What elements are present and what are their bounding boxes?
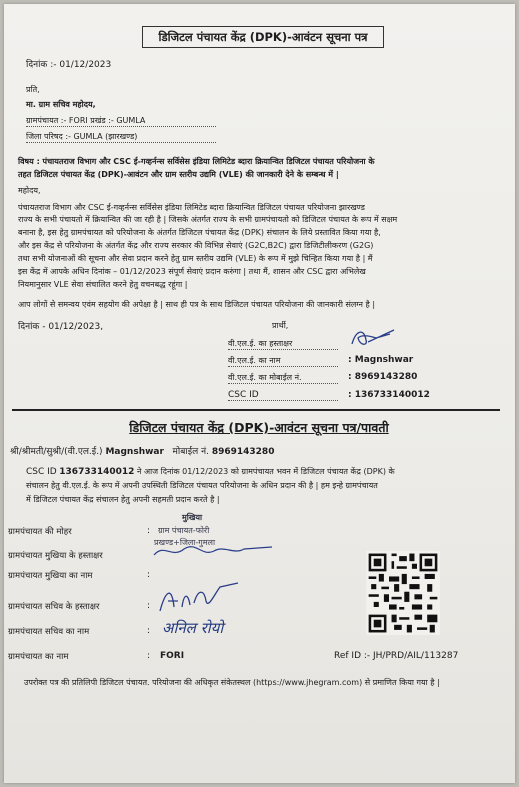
prarthi: प्रार्थी, <box>272 321 289 330</box>
mukhiya-signature <box>144 539 274 563</box>
secretary-name-colon: : <box>147 626 151 636</box>
csc-id: : 136733140012 <box>348 390 430 400</box>
stamp-gram-panchayat: ग्राम पंचायत-फोरी <box>158 526 210 535</box>
secretary-sign-label: ग्रामपंचायत सचिव के हस्ताक्षर <box>8 602 100 612</box>
subject-line-2: तहत डिजिटल पंचायत केंद्र (DPK)-आवंटन और ग्राम स्तरीय उद्यमि (VLE) की जानकारी देने के सम्बन्ध में | <box>18 170 339 179</box>
gp-name-colon: : <box>147 651 151 661</box>
body-line-1: पंचायतराज विभाग और CSC ई-गव्हर्नन्स सर्विसेस इंडिया लिमिटेड ब्दारा क्रियान्वित डिजिटल पंचायत परियोजना झारखण्ड <box>18 203 365 212</box>
footer-note: उपरोक्त पत्र की प्रतिलिपी डिजिटल पंचायत. परियोजना की अधिकृत संकेतस्थल (https://www.jhegram.com) से प्रमाणित किया गया है | <box>24 678 440 687</box>
vle-mobile-label: वी.एल.ई. का मोबाईल नं. <box>228 372 338 384</box>
letter-date-2: दिनांक - 01/12/2023, <box>18 322 104 332</box>
district-line: जिला परिषद :- GUMLA (झारखण्ड) <box>26 131 216 143</box>
body-line-6: इस केंद्र में आपके अधिन दिनांक – 01/12/2023 संपूर्ण सेवाएं प्रदान करुंगा | तथा मैं, शासन और CSC द्वारा अभिलेख <box>18 267 366 276</box>
ref-id: Ref ID :- JH/PRD/AIL/113287 <box>334 651 459 661</box>
receipt-line-3: संचालन हेतु वी.एल.ई. के रूप में अपनी उपस्थिती डिजिटल पंचायत परियोजना के अधिन प्रदान की है | हम इन्हे ग्रामपंचायत <box>26 481 378 490</box>
salutation-prefix: श्री/श्रीमती/सुश्री/(वी.एल.ई.) <box>10 447 103 457</box>
secretary-handwritten-name: अनिल रोयो <box>162 619 224 637</box>
receipt-line-1 <box>10 444 274 457</box>
vle-sign-label: वी.एल.ई. का हस्ताक्षर <box>228 338 338 350</box>
gp-name-value: FORI <box>160 651 185 661</box>
body-line-3: बनाना है, इस हेतु ग्रामपंचायत को परियोजना के अंतर्गत डिजिटल पंचायत केंद्र (DPK) संचालन के लिये प्रस्तावित किया गया है, <box>18 228 381 237</box>
stamp-district: प्रखण्ड+जिला-गुमला <box>154 538 216 547</box>
secretary-name-label: ग्रामपंचायत सचिव का नाम <box>8 627 90 637</box>
receipt-mobile: 8969143280 <box>211 447 275 457</box>
csc-label: CSC ID <box>228 390 338 401</box>
body-line-7: नियमानुसार VLE सेवा संचालित करने हेतु वचनबद्ध रहूंगा | <box>18 280 188 289</box>
salutation: महोदय, <box>18 186 41 195</box>
receipt-csc-label: CSC ID <box>26 467 57 477</box>
gp-name-label: ग्रामपंचायत का नाम <box>8 652 69 662</box>
letter-date: दिनांक :- 01/12/2023 <box>26 60 112 70</box>
document-sheet <box>4 4 515 783</box>
prati: प्रति, <box>26 85 40 94</box>
gram-panchayat-line: ग्रामपंचायत :- FORI प्रखंड :- GUMLA <box>26 115 216 127</box>
closing-line: आप लोगों से समन्वय एवंम सहयोग की अपेक्षा है | साथ ही पत्र के साथ डिजिटल पंचायत परियोजना की जानकारी संलग्न है | <box>18 300 376 309</box>
addressee: मा. ग्राम सचिव महोदय, <box>26 100 96 109</box>
body-line-5: तथा सभी योजनाओं की सूचना और सेवा प्रदान करने हेतु ग्राम स्तरीय उद्यमि (VLE) के रूप में मुझे चिन्हित किया गया है | मैं <box>18 254 373 263</box>
vle-mobile: : 8969143280 <box>348 372 418 382</box>
mukhiya-name-label: ग्रामपंचायत मुखिया का नाम <box>8 571 93 581</box>
seal-label: ग्रामपंचायत की मोहर <box>8 527 72 537</box>
receipt-line-2-text: ने आज दिनांक 01/12/2023 को ग्रामपंचायत भवन में डिजिटल पंचायत केंद्र (DPK) के <box>136 467 395 476</box>
mukhiya-sign-label: ग्रामपंचायत मुखिया के हस्ताक्षर <box>8 551 103 561</box>
vle-name-label: वी.एल.ई. का नाम <box>228 355 338 367</box>
seal-colon: : <box>147 526 151 536</box>
secretary-sign-colon: : <box>147 601 151 611</box>
stamp-mukhiya: मुखिया <box>182 513 203 522</box>
mukhiya-name-colon: : <box>147 570 151 580</box>
section-divider <box>12 409 500 411</box>
receipt-title: डिजिटल पंचायत केंद्र (DPK)-आवंटन सूचना पत्र/पावती <box>129 420 389 435</box>
receipt-vle-name: Magnshwar <box>105 447 164 457</box>
qr-code-icon <box>366 551 440 635</box>
vle-name: : Magnshwar <box>348 355 414 365</box>
letter-title: डिजिटल पंचायत केंद्र (DPK)-आवंटन सूचना पत्र <box>142 26 384 48</box>
mobile-label: मोबाईल नं. <box>172 447 209 457</box>
vle-signature <box>346 324 406 350</box>
receipt-line-2 <box>26 466 395 477</box>
secretary-signature <box>154 579 244 619</box>
receipt-line-4: में डिजिटल पंचायत केंद्र संचालन हेतु अपनी सहमती प्रदान करते है | <box>26 495 220 504</box>
body-line-2: राज्य के सभी पंचायतो में क्रियान्वित की जा रही है | जिसके अंतर्गत राज्य के सभी ग्रामपंचायतो को डिजिटल पंचायत के रूप में सक्षम <box>18 215 398 224</box>
subject-line-1: विषय : पंचायतराज विभाग और CSC ई-गव्हर्नन्स सर्विसेस इंडिया लिमिटेड ब्दारा क्रियान्वित डिजिटल पंचायत परियोजना के <box>18 157 375 166</box>
receipt-csc-id: 136733140012 <box>59 467 135 477</box>
body-line-4: और इस केंद्र से परियोजना के अंतर्गत केंद्र और राज्य सरकार की विभिन्न सेवाएं (G2C,B2C) द्वारा डिजिटीलीकरण (G2G) <box>18 241 374 250</box>
